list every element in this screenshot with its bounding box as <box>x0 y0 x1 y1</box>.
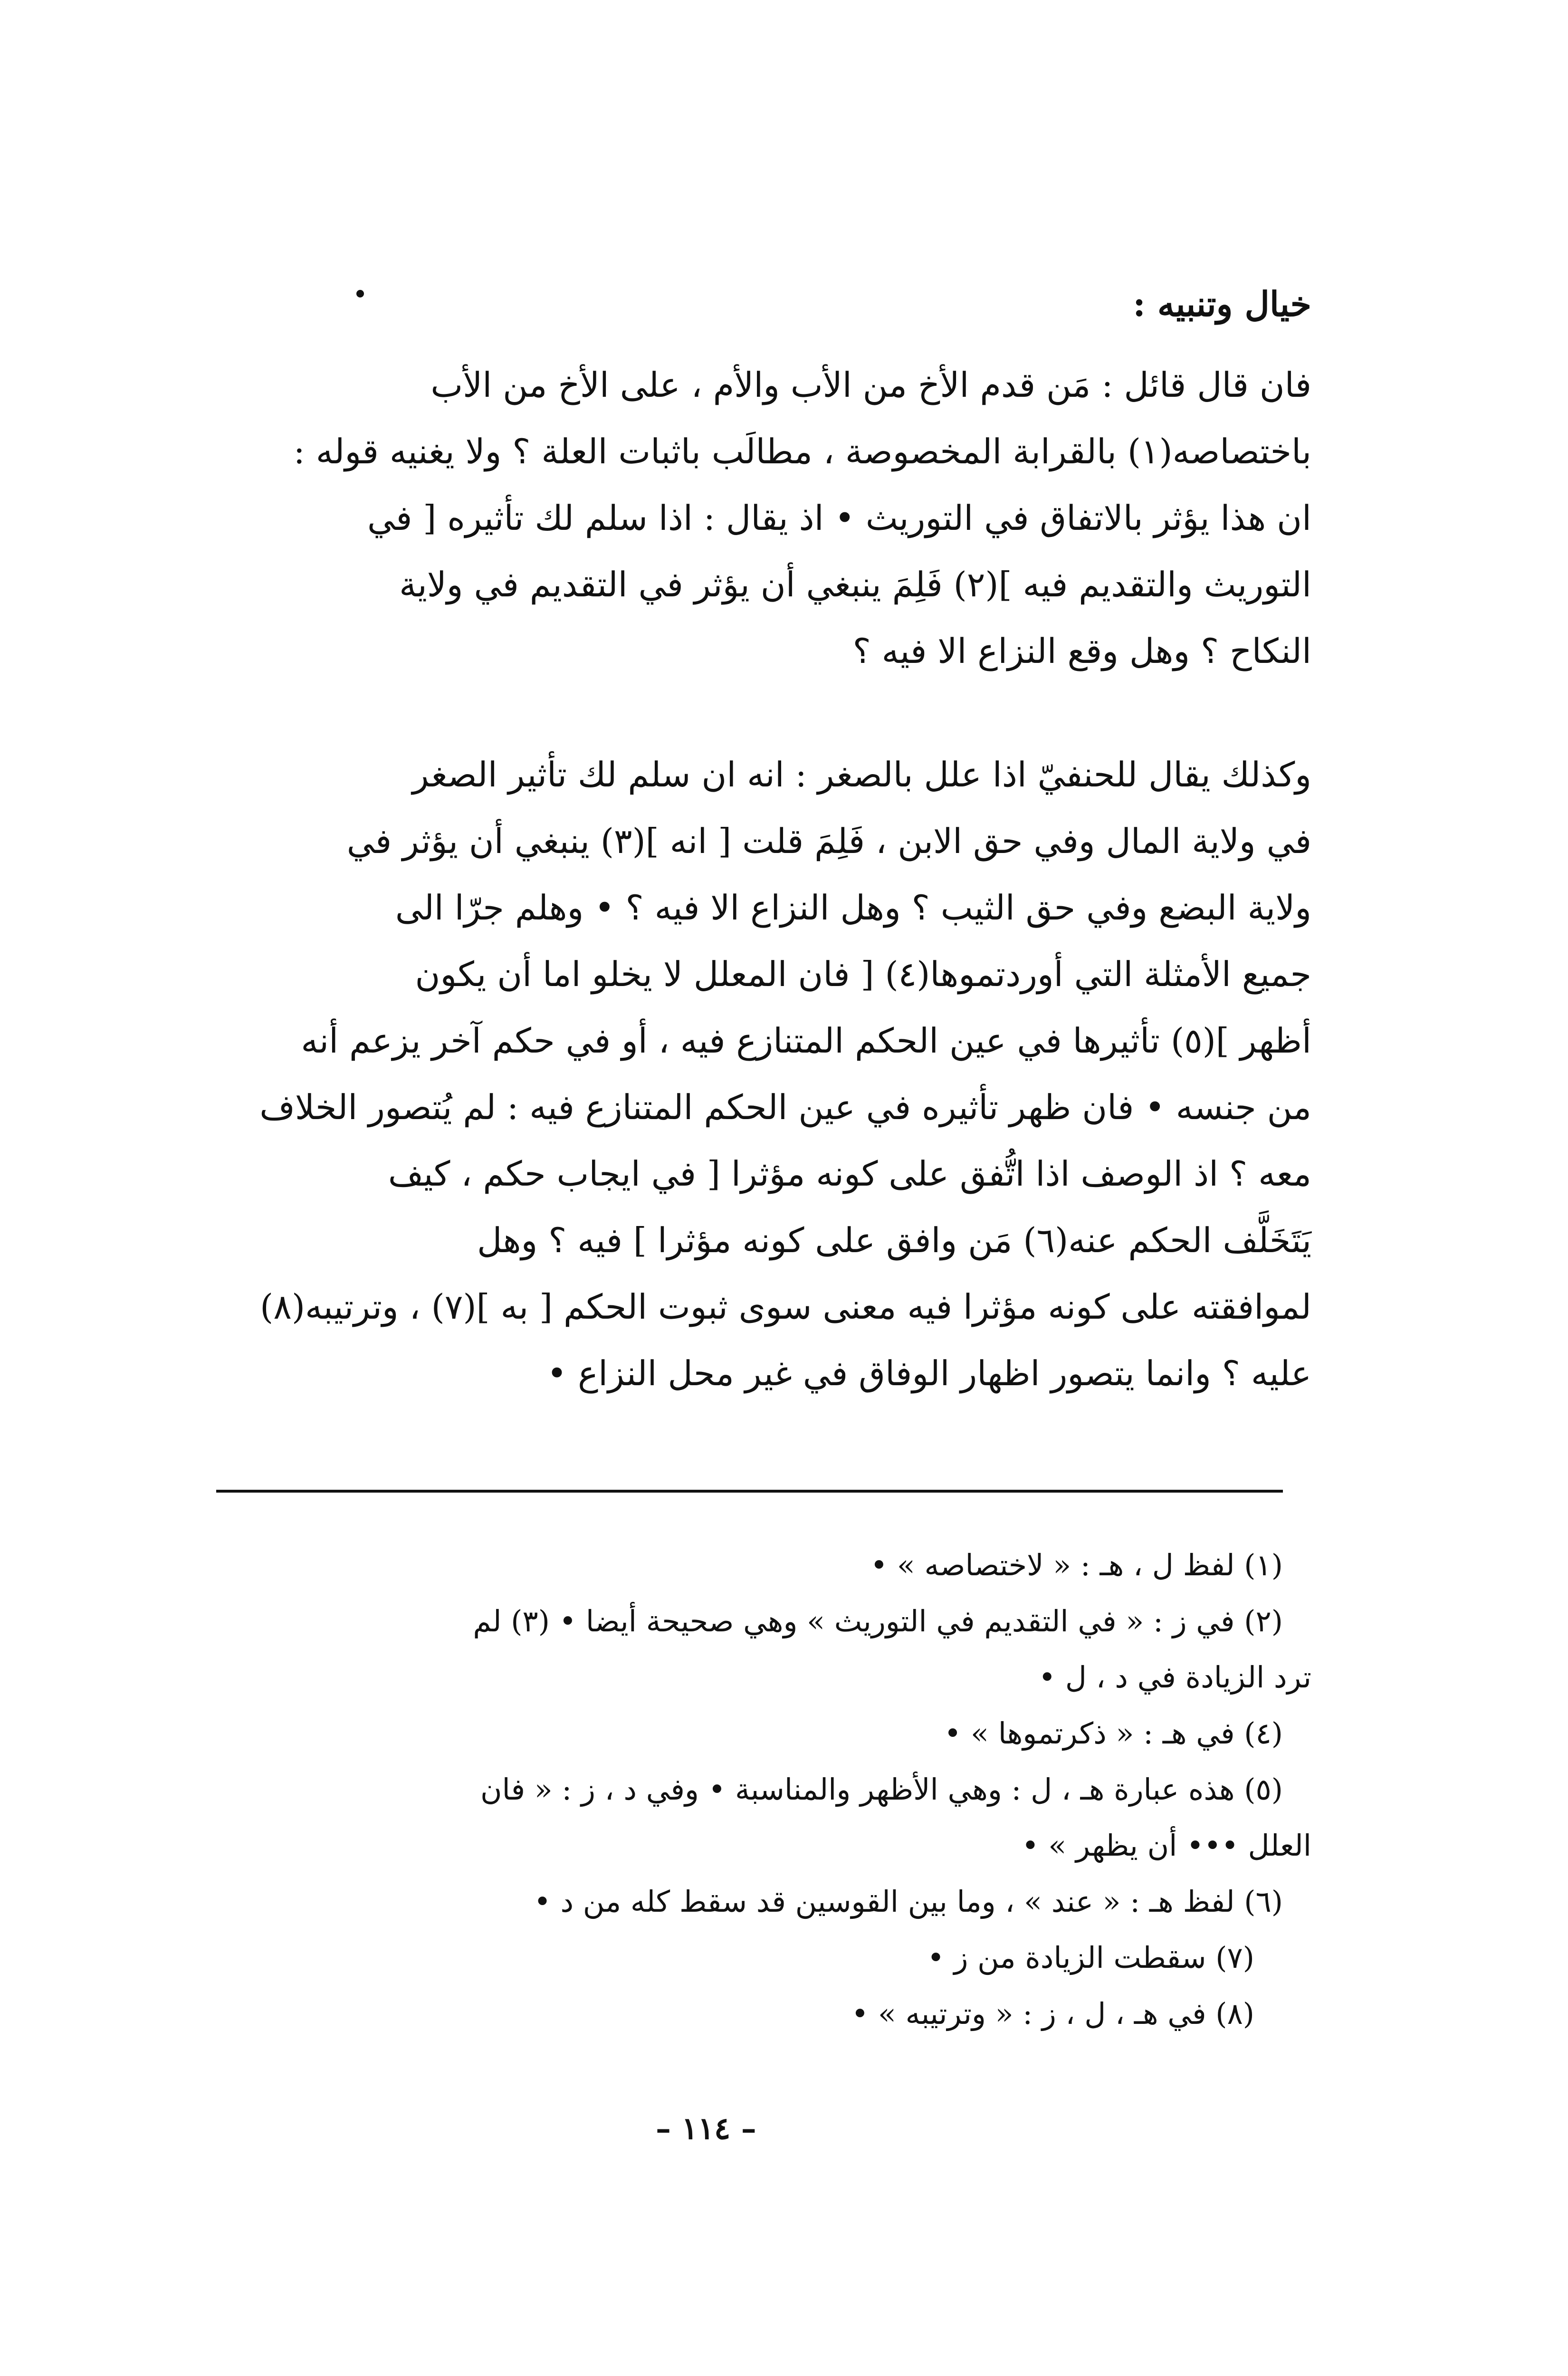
footnote: (٤) في هـ : « ذكرتموها » • <box>944 1716 1283 1751</box>
footnote: (٨) في هـ ، ل ، ز : « وترتيبه » • <box>851 1996 1254 2031</box>
footnotes <box>181 1537 1311 2042</box>
paragraph-1-line: النكاح ؟ وهل وقع النزاع الا فيه ؟ <box>852 631 1311 671</box>
paragraph-1-line: ان هذا يؤثر بالاتفاق في التوريث • اذ يقال : اذا سلم لك تأثيره [ في <box>367 498 1311 538</box>
footnote-continuation: ترد الزيادة في د ، ل • <box>1038 1660 1311 1695</box>
footnote-continuation: العلل ••• أن يظهر » • <box>1022 1828 1311 1863</box>
paragraph-2-line: جميع الأمثلة التي أوردتموها(٤) [ فان المعلل لا يخلو اما أن يكون <box>415 954 1311 994</box>
paragraph-2-line: من جنسه • فان ظهر تأثيره في عين الحكم المتنازع فيه : لم يُتصور الخلاف <box>259 1087 1311 1127</box>
paragraph-2-line: وكذلك يقال للحنفيّ اذا علل بالصغر : انه ان سلم لك تأثير الصغر <box>412 755 1311 795</box>
paragraph-1-line: التوريث والتقديم فيه ](٢) فَلِمَ ينبغي أن يؤثر في التقديم في ولاية <box>399 565 1311 604</box>
stray-dot-mark <box>356 290 364 297</box>
page-number: – ١١٤ – <box>656 2111 756 2146</box>
footnote: (٢) في ز : « في التقديم في التوريث » وهي صحيحة أيضا • (٣) لم <box>473 1604 1283 1638</box>
paragraph-1-line: باختصاصه(١) بالقرابة المخصوصة ، مطالَب باثبات العلة ؟ ولا يغنيه قوله : <box>293 431 1311 471</box>
footnote: (٧) سقطت الزيادة من ز • <box>927 1940 1254 1975</box>
paragraph-1-line: فان قال قائل : مَن قدم الأخ من الأب والأم ، على الأخ من الأب <box>430 365 1311 405</box>
footnote: (٥) هذه عبارة هـ ، ل : وهي الأظهر والمناسبة • وفي د ، ز : « فان <box>480 1772 1283 1807</box>
paragraph-2-line: معه ؟ اذ الوصف اذا اتُّفق على كونه مؤثرا [ في ايجاب حكم ، كيف <box>388 1154 1311 1194</box>
paragraph-2-line: عليه ؟ وانما يتصور اظهار الوفاق في غير محل النزاع • <box>546 1353 1311 1393</box>
paragraph-2-line: ولاية البضع وفي حق الثيب ؟ وهل النزاع الا فيه ؟ • وهلم جرّا الى <box>395 888 1311 928</box>
paragraph-2-line: يَتَخَلَّف الحكم عنه(٦) مَن وافق على كونه مؤثرا ] فيه ؟ وهل <box>477 1220 1311 1260</box>
footnote-divider <box>216 1490 1283 1493</box>
footnote: (٦) لفظ هـ : « عند » ، وما بين القوسين قد سقط كله من د • <box>534 1884 1283 1919</box>
footnote: (١) لفظ ل ، هـ : « لاختصاصه » • <box>870 1548 1283 1582</box>
paragraph-2-line: أظهر ](٥) تأثيرها في عين الحكم المتنازع فيه ، أو في حكم آخر يزعم أنه <box>301 1021 1311 1061</box>
paragraph-2-line: في ولاية المال وفي حق الابن ، فَلِمَ قلت [ انه ](٣) ينبغي أن يؤثر في <box>346 821 1311 861</box>
section-heading: خيال وتنبيه : <box>1133 284 1311 324</box>
paragraph-1 <box>204 352 1311 684</box>
paragraph-2 <box>204 741 1311 1407</box>
paragraph-2-line: لموافقته على كونه مؤثرا فيه معنى سوى ثبوت الحكم [ به ](٧) ، وترتيبه(٨) <box>260 1287 1311 1327</box>
